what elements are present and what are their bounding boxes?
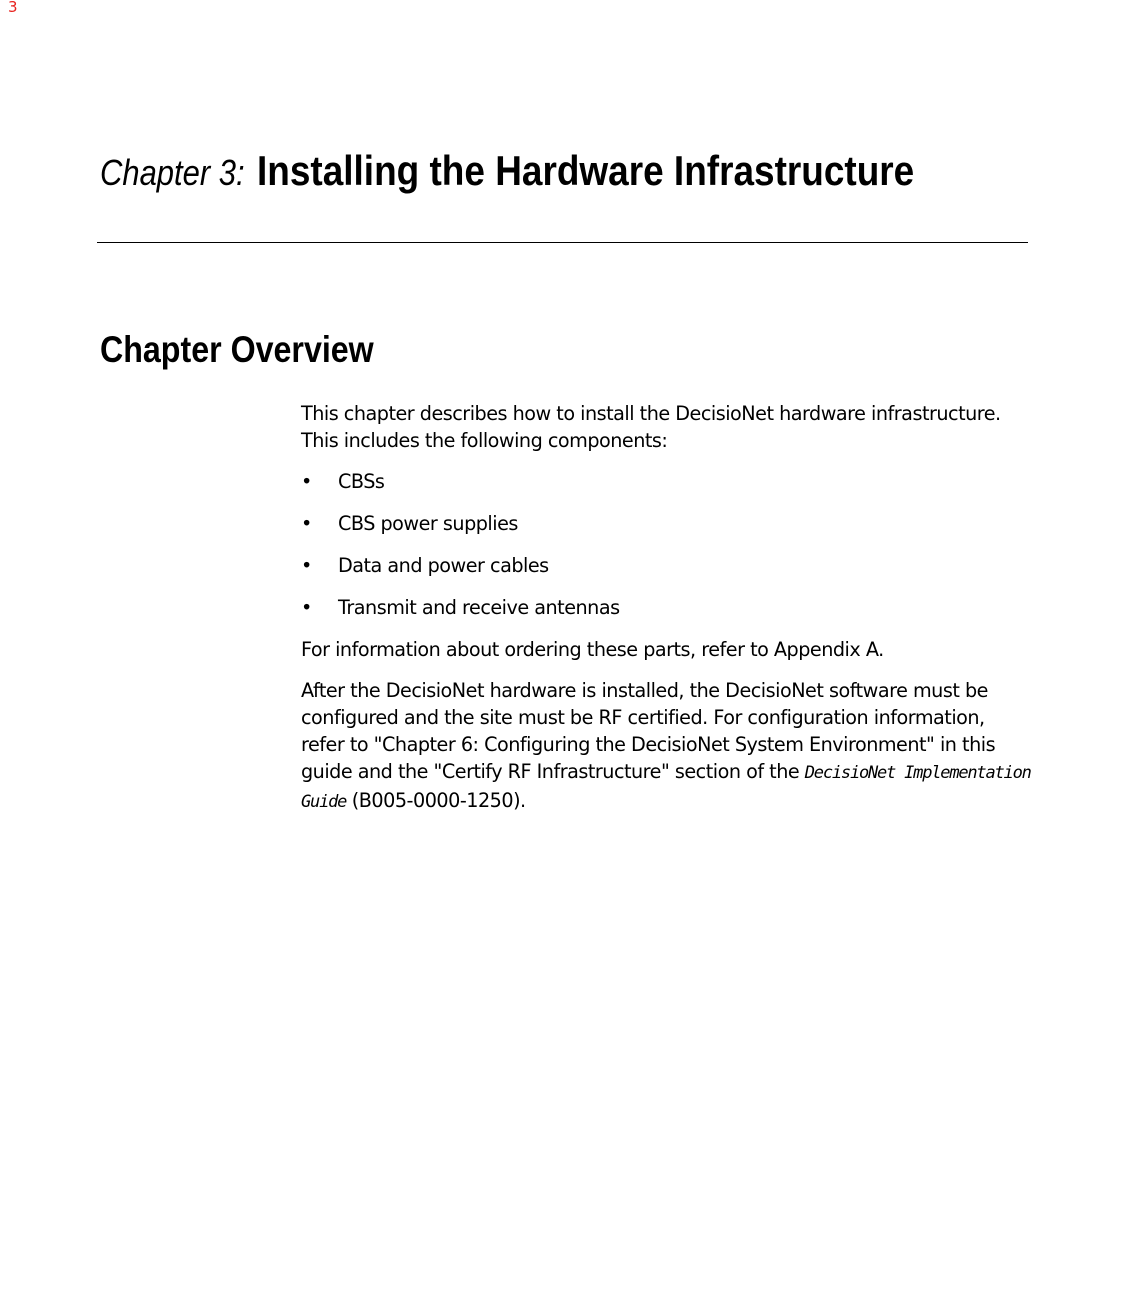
title-divider — [97, 242, 1028, 243]
ordering-note: For information about ordering these parts, refer to Appendix A. — [301, 638, 884, 661]
section-heading: Chapter Overview — [100, 329, 374, 370]
list-item-text: Transmit and receive antennas — [338, 596, 620, 619]
bullet-icon: • — [301, 512, 312, 535]
bullet-icon: • — [301, 596, 312, 619]
list-item — [301, 594, 1031, 621]
list-item — [301, 468, 1031, 495]
intro-paragraph: This chapter describes how to install the DecisioNet hardware infrastructure. This includes the following components: — [301, 402, 1001, 452]
list-item — [301, 552, 1031, 579]
list-item-text: CBS power supplies — [338, 512, 518, 535]
chapter-prefix: Chapter 3: — [100, 152, 245, 193]
list-item-text: Data and power cables — [338, 554, 549, 577]
component-list — [301, 468, 1031, 621]
list-item-text: CBSs — [338, 470, 385, 493]
list-item — [301, 510, 1031, 537]
guide-title: DecisioNet Implementation Guide — [301, 763, 1031, 812]
page-number: 3 — [8, 0, 18, 16]
section-body — [301, 400, 1031, 816]
chapter-main-title: Installing the Hardware Infrastructure — [257, 147, 915, 194]
chapter-title — [100, 146, 1004, 196]
document-number: (B005-0000-1250). — [346, 789, 526, 812]
bullet-icon: • — [301, 554, 312, 577]
bullet-icon: • — [301, 470, 312, 493]
configuration-text: After the DecisioNet hardware is installed, the DecisioNet software must be configured and the site must be RF certified. For configuration information, refer to "Chapter 6: Configuring the DecisioNet System Environment" in this guide and the "Certify RF Infrastructure" section of the — [301, 679, 996, 783]
configuration-paragraph — [301, 677, 1031, 816]
